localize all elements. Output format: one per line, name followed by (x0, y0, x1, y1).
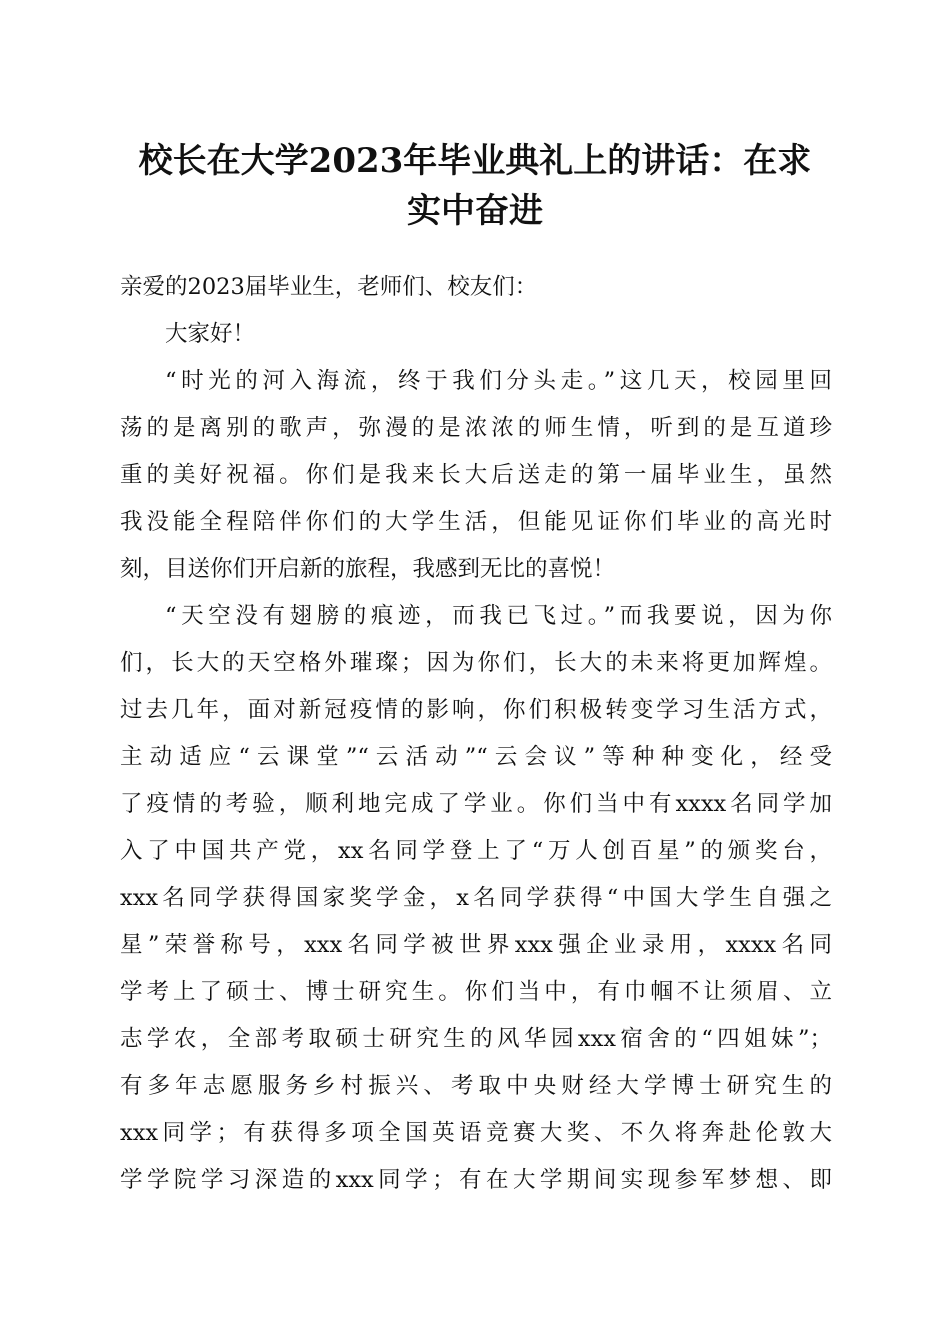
text-line: 学学院学习深造的xxx同学；有在大学期间实现参军梦想、即 (120, 1167, 832, 1193)
salutation: 亲爱的2023届毕业生，老师们、校友们： (120, 274, 538, 300)
text-line: 了疫情的考验，顺利地完成了学业。你们当中有xxxx名同学加 (120, 791, 832, 817)
text-line: 刻，目送你们开启新的旅程，我感到无比的喜悦！ (120, 556, 616, 582)
text-line: “时光的河入海流，终于我们分头走。”这几天，校园里回 (165, 368, 832, 394)
text-line: 星”荣誉称号，xxx名同学被世界xxx强企业录用，xxxx名同 (120, 932, 832, 958)
text-line: xxx名同学获得国家奖学金，x名同学获得“中国大学生自强之 (120, 885, 832, 911)
title-line-2: 实中奋进 (407, 191, 543, 231)
text-line: 有多年志愿服务乡村振兴、考取中央财经大学博士研究生的 (120, 1073, 832, 1099)
text-line: 学考上了硕士、博士研究生。你们当中，有巾帼不让须眉、立 (120, 979, 832, 1005)
text-line: 我没能全程陪伴你们的大学生活，但能见证你们毕业的高光时 (120, 509, 832, 535)
greeting: 大家好！ (165, 321, 256, 347)
text-line: 主动适应“云课堂”“云活动”“云会议”等种种变化，经受 (120, 744, 832, 770)
document-body (120, 264, 832, 1204)
text-line: 志学农，全部考取硕士研究生的风华园xxx宿舍的“四姐妹”； (120, 1026, 832, 1052)
text-line: “天空没有翅膀的痕迹，而我已飞过。”而我要说，因为你 (165, 603, 832, 629)
text-line: xxx同学；有获得多项全国英语竞赛大奖、不久将奔赴伦敦大 (120, 1120, 832, 1146)
text-line: 入了中国共产党，xx名同学登上了“万人创百星”的颁奖台， (120, 838, 832, 864)
text-line: 过去几年，面对新冠疫情的影响，你们积极转变学习生活方式， (120, 697, 832, 723)
text-line: 荡的是离别的歌声，弥漫的是浓浓的师生情，听到的是互道珍 (120, 415, 832, 441)
title-line-1: 校长在大学2023年毕业典礼上的讲话：在求 (138, 141, 812, 181)
text-line: 重的美好祝福。你们是我来长大后送走的第一届毕业生，虽然 (120, 462, 832, 488)
document-title (110, 136, 840, 236)
text-line: 们，长大的天空格外璀璨；因为你们，长大的未来将更加辉煌。 (120, 650, 832, 676)
